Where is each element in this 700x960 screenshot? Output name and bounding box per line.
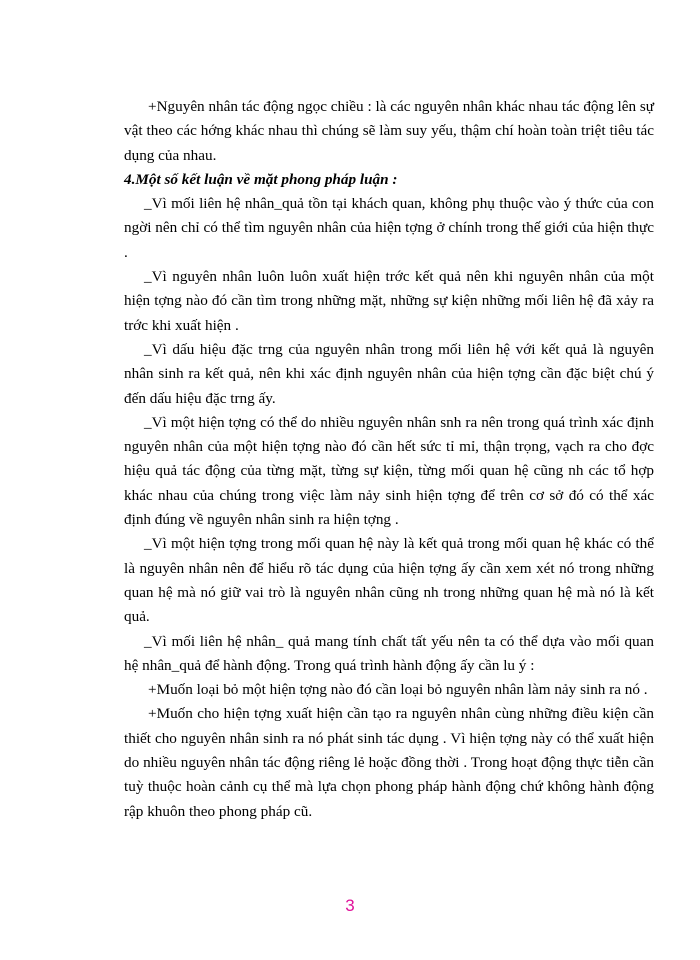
paragraph-objective-causality: _Vì mối liên hệ nhân_quả tồn tại khách quan, không phụ thuộc vào ý thức của con ngời nên chỉ có thể tìm nguyên nhân của hiện tợng ở chính trong thế giới của hiện thực . xyxy=(124,195,654,261)
section-heading: 4.Một số kết luận về mặt phong pháp luận : xyxy=(124,170,398,188)
paragraph-create-cause: +Muốn cho hiện tợng xuất hiện cần tạo ra nguyên nhân cùng những điều kiện cần thiết cho nguyên nhân sinh ra nó phát sinh tác dụng . Vì hiện tợng này có thể xuất hiện do nhiều nguyên nhân tác động riêng lẻ hoặc đồng thời . Trong hoạt động thực tiễn cần tuỳ thuộc hoàn cảnh cụ thể mà lựa chọn phong pháp hành động chứ không hành động rập khuôn theo phong pháp cũ. xyxy=(124,705,654,820)
paragraph-cause-and-effect-roles: _Vì một hiện tợng trong mối quan hệ này là kết quả trong mối quan hệ khác có thể là nguyên nhân nên để hiểu rõ tác dụng của hiện tợng ấy cần xem xét nó trong những quan hệ mà nó giữ vai trò là nguyên nhân cũng nh trong những quan hệ mà nó là kết quả. xyxy=(124,535,654,626)
paragraph-reverse-causes: +Nguyên nhân tác động ngọc chiều : là các nguyên nhân khác nhau tác động lên sự vật theo các hớng khác nhau thì chúng sẽ làm suy yếu, thậm chí hoàn toàn triệt tiêu tác dụng của nhau. xyxy=(124,98,655,164)
document-body xyxy=(124,95,654,824)
paragraph-multiple-causes: _Vì một hiện tợng có thể do nhiều nguyên nhân snh ra nên trong quá trình xác định nguyên nhân của một hiện tợng nào đó cần hết sức tỉ mỉ, thận trọng, vạch ra cho đợc hiệu quả tác động của từng mặt, từng sự kiện, từng mối quan hệ cũng nh các tổ hợp khác nhau của chúng trong việc làm nảy sinh hiện tợng để trên cơ sở đó có thể xác định đúng về nguyên nhân sinh ra hiện tợng . xyxy=(124,413,654,529)
paragraph-act-on-causality: _Vì mối liên hệ nhân_ quả mang tính chất tất yếu nên ta có thể dựa vào mối quan hệ nhân_quả để hành động. Trong quá trình hành động ấy cần lu ý : xyxy=(124,632,654,674)
paragraph-eliminate-cause: +Muốn loại bỏ một hiện tợng nào đó cần loại bỏ nguyên nhân làm nảy sinh ra nó . xyxy=(148,681,648,699)
paragraph-cause-precedes: _Vì nguyên nhân luôn luôn xuất hiện trớc kết quả nên khi nguyên nhân của một hiện tợng nào đó cần tìm trong những mặt, những sự kiện những mối liên hệ đã xảy ra trớc khi xuất hiện . xyxy=(124,268,654,334)
page-number: 3 xyxy=(345,896,355,915)
paragraph-characteristic-sign: _Vì dấu hiệu đặc trng của nguyên nhân trong mối liên hệ với kết quả là nguyên nhân sinh ra kết quả, nên khi xác định nguyên nhân của hiện tợng cần đặc biệt chú ý đến dấu hiệu đặc trng ấy. xyxy=(124,340,654,407)
